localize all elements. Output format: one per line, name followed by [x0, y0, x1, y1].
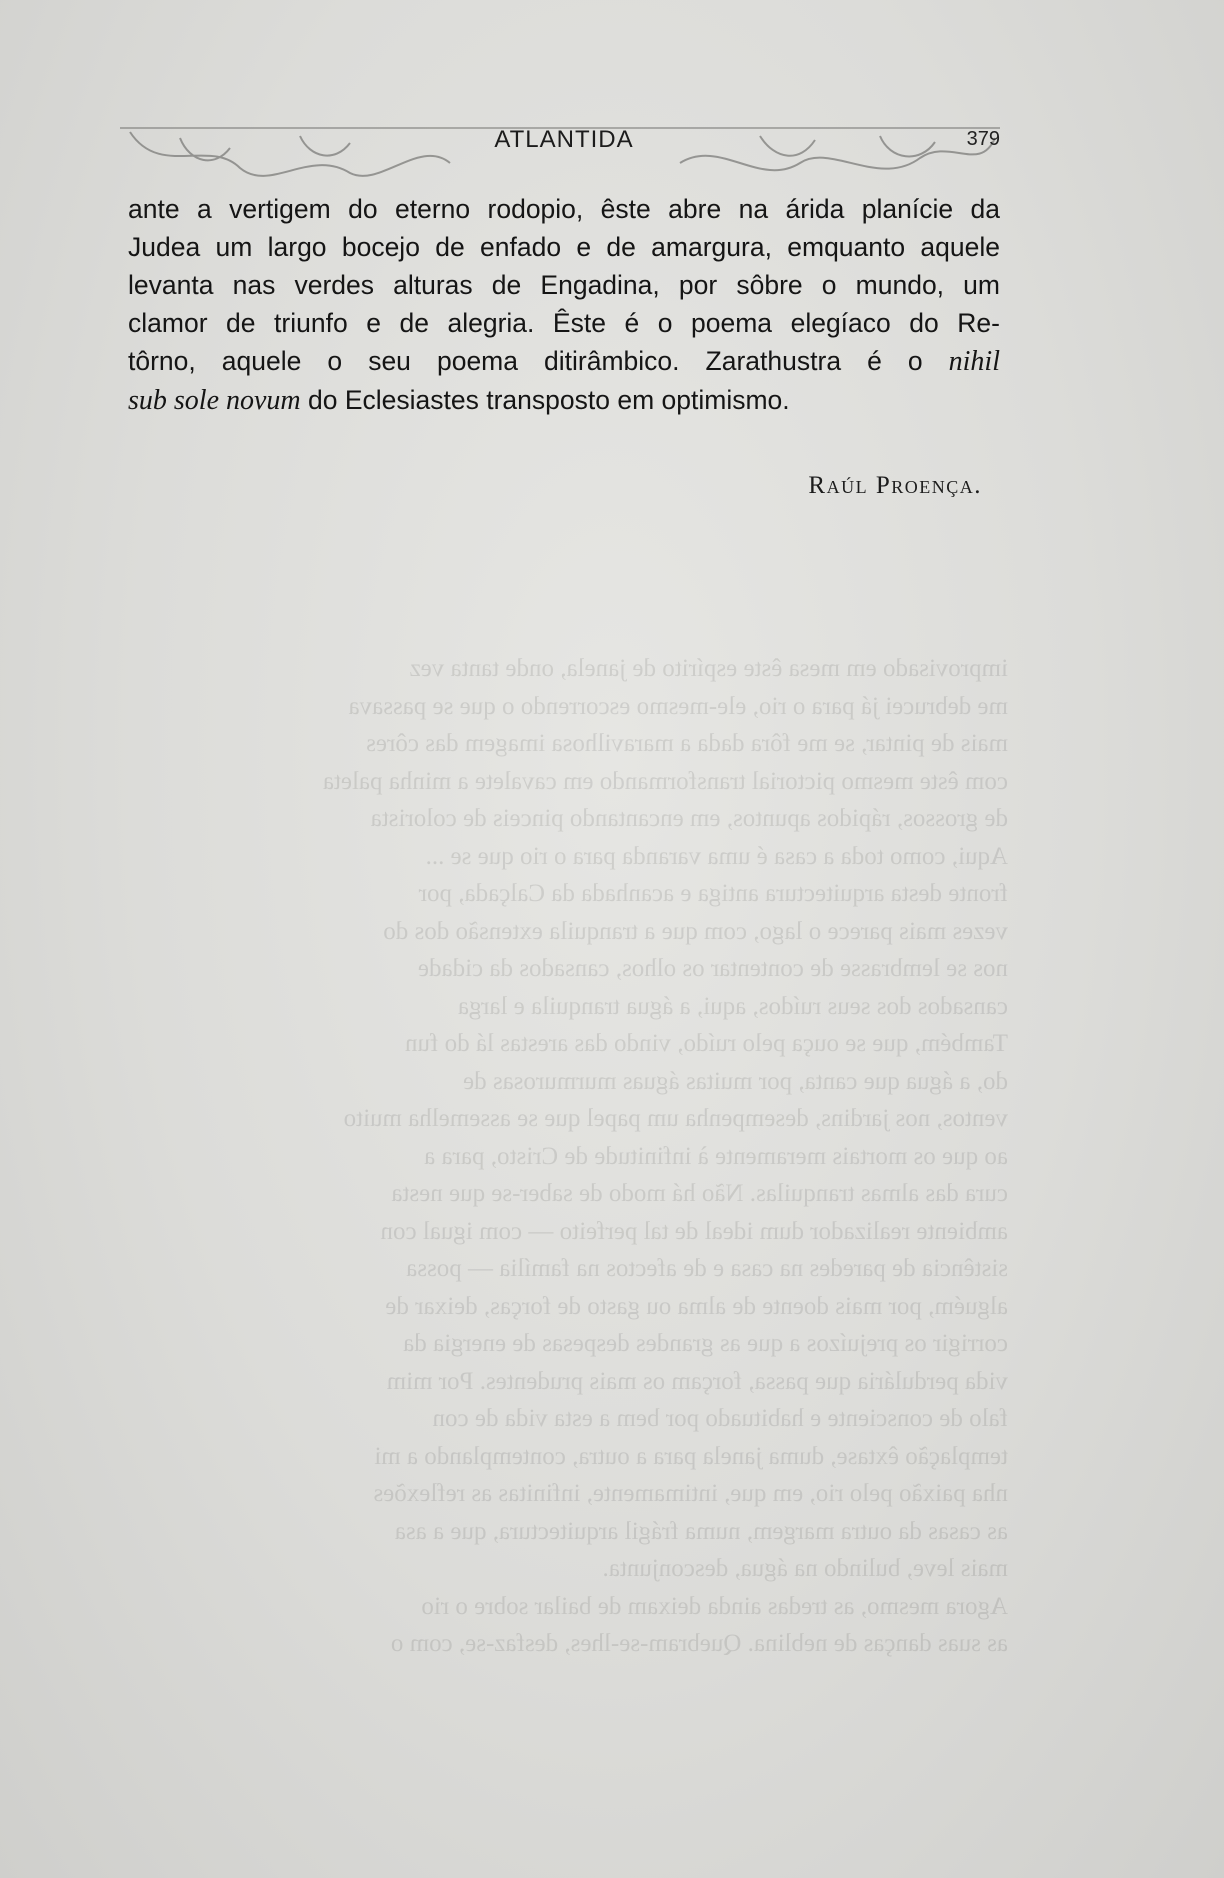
running-title: ATLANTIDA — [494, 126, 634, 153]
text-segment: do Eclesiastes transposto em optimismo. — [300, 385, 790, 415]
running-head — [128, 122, 1000, 162]
text-line — [128, 342, 1000, 381]
author-signature: Raúl Proença. — [808, 472, 982, 499]
text-line: clamor de triunfo e de alegria. Êste é o poema elegíaco do Re- — [128, 308, 1000, 338]
page-number: 379 — [966, 128, 1000, 150]
show-through-texture: improvisado em mesa êste espírito de janela, onde tanta vez me debrucei já para o rio, ele-mesmo escorrendo o que se passava mais de pintar, se me fôra dada a maravilhosa imagem das côres com êste mesmo pictorial transformando em cavalete a minha paleta de grossos, rápidos apuntos, em encantando pinceis de colorista Aqui, como toda a casa é uma varanda para o rio que se ... fronte desta arquitectura antiga e acanhada da Calçada, por vezes mais parece o lago, com que a tranquila extensão dos do nos se lembrasse de contentar os olhos, cansados da cidade cansados dos seus ruídos, aqui, a água tranquila e larga Também, que se ouça pelo ruído, vindo das arestas lá do fun do, a água que canta, por muitas águas murmurosas de ventos, nos jardins, desempenha um papel que se assemelha muito ao que os mortais meramente à infinitude de Cristo, para a cura das almas tranquilas. Não há modo de saber-se que nesta ambiente realizador dum ideal de tal perfeito — com igual con sistência de paredes na casa e de afectos na família — possa alguém, por mais doente de alma ou gasto de forças, deixar de corrigir os prejuízos a que as grandes despesas de energia da vida perdulária que passa, forçam os mais prudentes. Por mim falo de consciente e habituado por bem a esta vida de con templação êxtase, duma janela para a outra, contemplando a mi nha paixão pelo rio, em que, intimamente, infinitas as reflexões as casas da outra margem, numa frágil arquitectura, que a asa mais leve, bulindo na água, desconjunta. Agora mesmo, as tredas ainda deixam de bailar sobre o rio as suas danças de neblina. Quebram-se-lhes, desfaz-se, com o — [322, 655, 1008, 1657]
text-line: ante a vertigem do eterno rodopio, êste abre na árida planície da — [128, 194, 1000, 224]
text-segment: tôrno, aquele o seu poema ditirâmbico. Zarathustra é o — [128, 346, 949, 376]
italic-phrase: nihil — [948, 346, 1000, 377]
italic-phrase: sub sole novum — [128, 385, 301, 416]
text-line: Judea um largo bocejo de enfado e de amargura, emquanto aquele — [128, 232, 1000, 262]
body-paragraph — [128, 190, 1000, 420]
text-line: levanta nas verdes alturas de Engadina, por sôbre o mundo, um — [128, 270, 1000, 300]
text-line — [128, 381, 1000, 420]
